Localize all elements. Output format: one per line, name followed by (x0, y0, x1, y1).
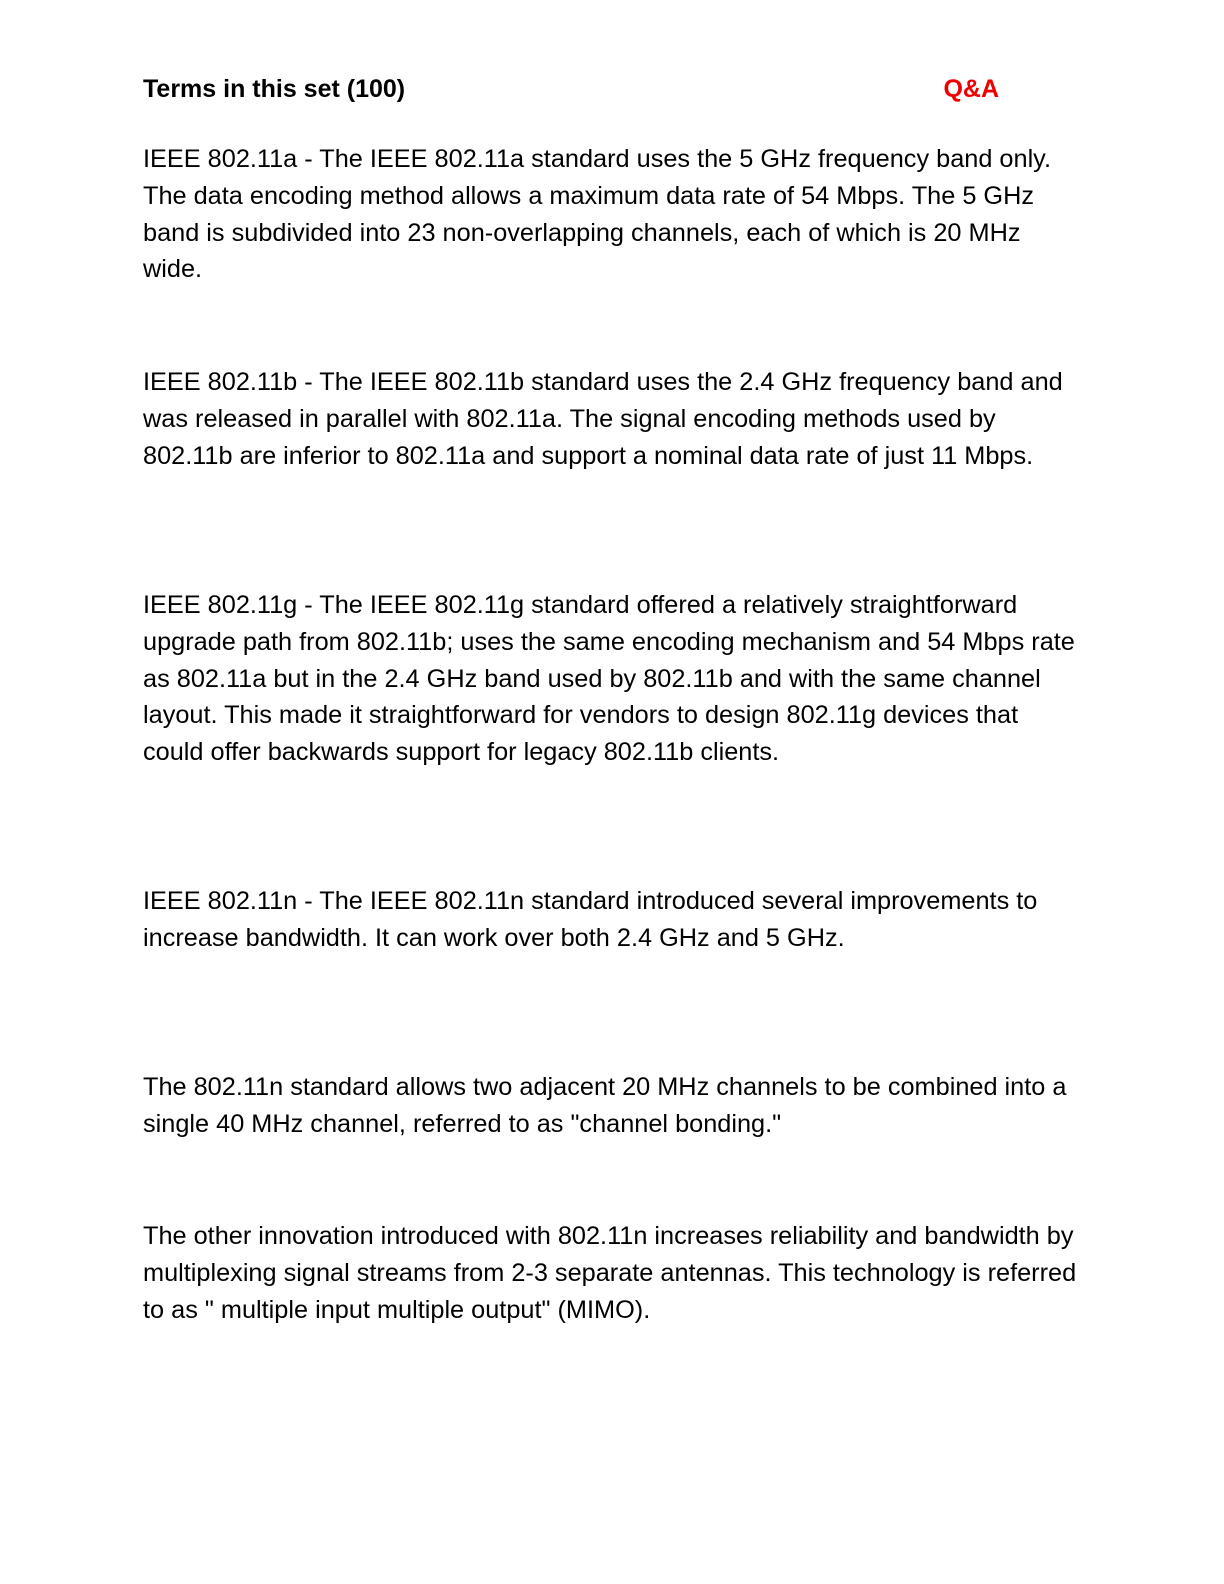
document-header (143, 72, 999, 106)
term-entry-ieee-802-11g: IEEE 802.11g - The IEEE 802.11g standard offered a relatively straightforward upgrade path from 802.11b; uses the same encoding mechanism and 54 Mbps rate as 802.11a but in the 2.4 GHz band used by 802.11b and with the same channel layout. This made it straightforward for vendors to design 802.11g devices that could offer backwards support for legacy 802.11b clients. (143, 591, 1075, 767)
term-entry-ieee-802-11b: IEEE 802.11b - The IEEE 802.11b standard uses the 2.4 GHz frequency band and was released in parallel with 802.11a. The signal encoding methods used by 802.11b are inferior to 802.11a and support a nominal data rate of just 11 Mbps. (143, 368, 1063, 470)
qa-label: Q&A (943, 75, 999, 103)
term-entry-channel-bonding: The 802.11n standard allows two adjacent 20 MHz channels to be combined into a single 40 MHz channel, referred to as "channel bonding." (143, 1073, 1067, 1138)
term-entry-ieee-802-11a: IEEE 802.11a - The IEEE 802.11a standard uses the 5 GHz frequency band only. The data encoding method allows a maximum data rate of 54 Mbps. The 5 GHz band is subdivided into 23 non-overlapping channels, each of which is 20 MHz wide. (143, 145, 1051, 284)
set-title: Terms in this set (100) (143, 75, 406, 103)
term-entry-ieee-802-11n: IEEE 802.11n - The IEEE 802.11n standard introduced several improvements to increase bandwidth. It can work over both 2.4 GHz and 5 GHz. (143, 887, 1038, 952)
term-entry-mimo: The other innovation introduced with 802.11n increases reliability and bandwidth by multiplexing signal streams from 2-3 separate antennas. This technology is referred to as " multiple input multiple output" (MIMO). (143, 1222, 1077, 1324)
